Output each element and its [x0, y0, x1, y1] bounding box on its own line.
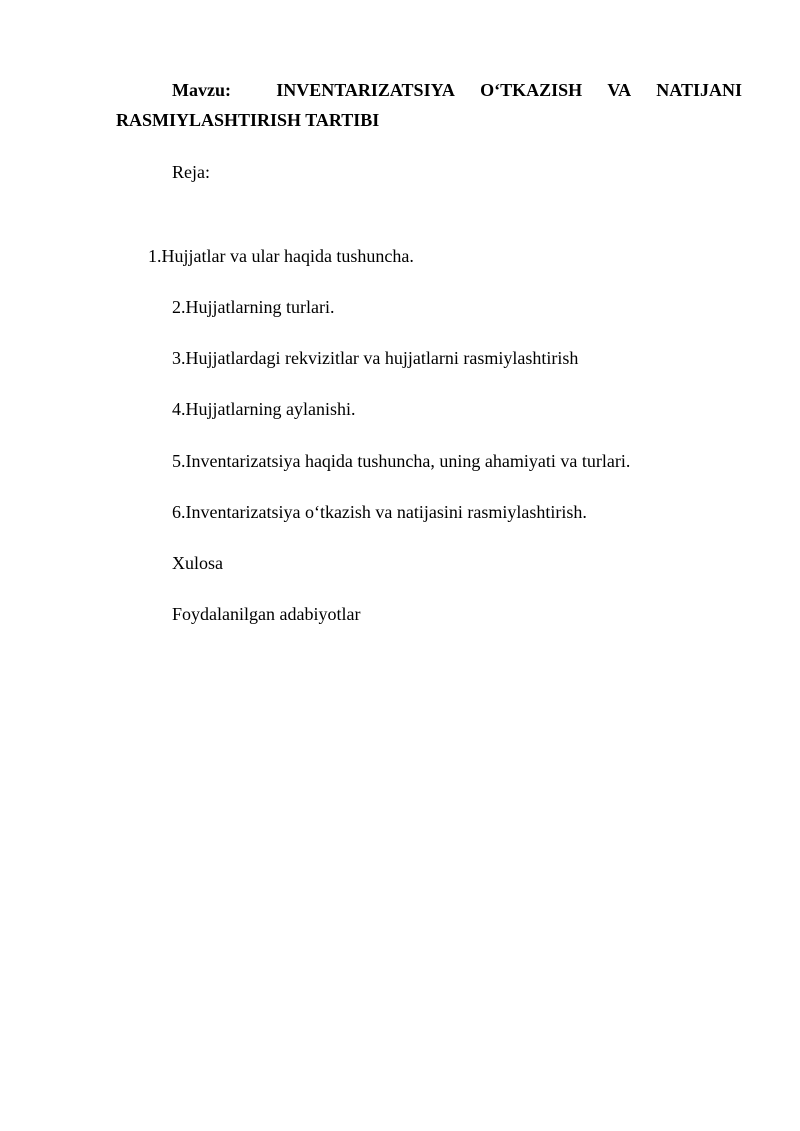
- plan-item: 5.Inventarizatsiya haqida tushuncha, uning ahamiyati va turlari.: [172, 451, 631, 471]
- document-title: [116, 76, 742, 134]
- title-word: VA: [607, 80, 632, 100]
- title-word: INVENTARIZATSIYA: [276, 80, 455, 100]
- plan-heading: Reja:: [172, 162, 210, 182]
- title-word: O‘TKAZISH: [480, 80, 583, 100]
- plan-item: 3.Hujjatlardagi rekvizitlar va hujjatlarni rasmiylashtirish: [172, 348, 579, 368]
- title-word: NATIJANI: [656, 80, 742, 100]
- title-label: Mavzu:: [172, 80, 231, 100]
- plan-item: Xulosa: [172, 553, 223, 573]
- plan-item: 4.Hujjatlarning aylanishi.: [172, 399, 356, 419]
- plan-item: 6.Inventarizatsiya o‘tkazish va natijasini rasmiylashtirish.: [172, 502, 587, 522]
- title-line-1: [116, 76, 742, 104]
- title-line-2: RASMIYLASHTIRISH TARTIBI: [116, 110, 380, 130]
- plan-item: 2.Hujjatlarning turlari.: [172, 297, 335, 317]
- plan-item: Foydalanilgan adabiyotlar: [172, 604, 361, 624]
- plan-item: 1.Hujjatlar va ular haqida tushuncha.: [148, 246, 414, 266]
